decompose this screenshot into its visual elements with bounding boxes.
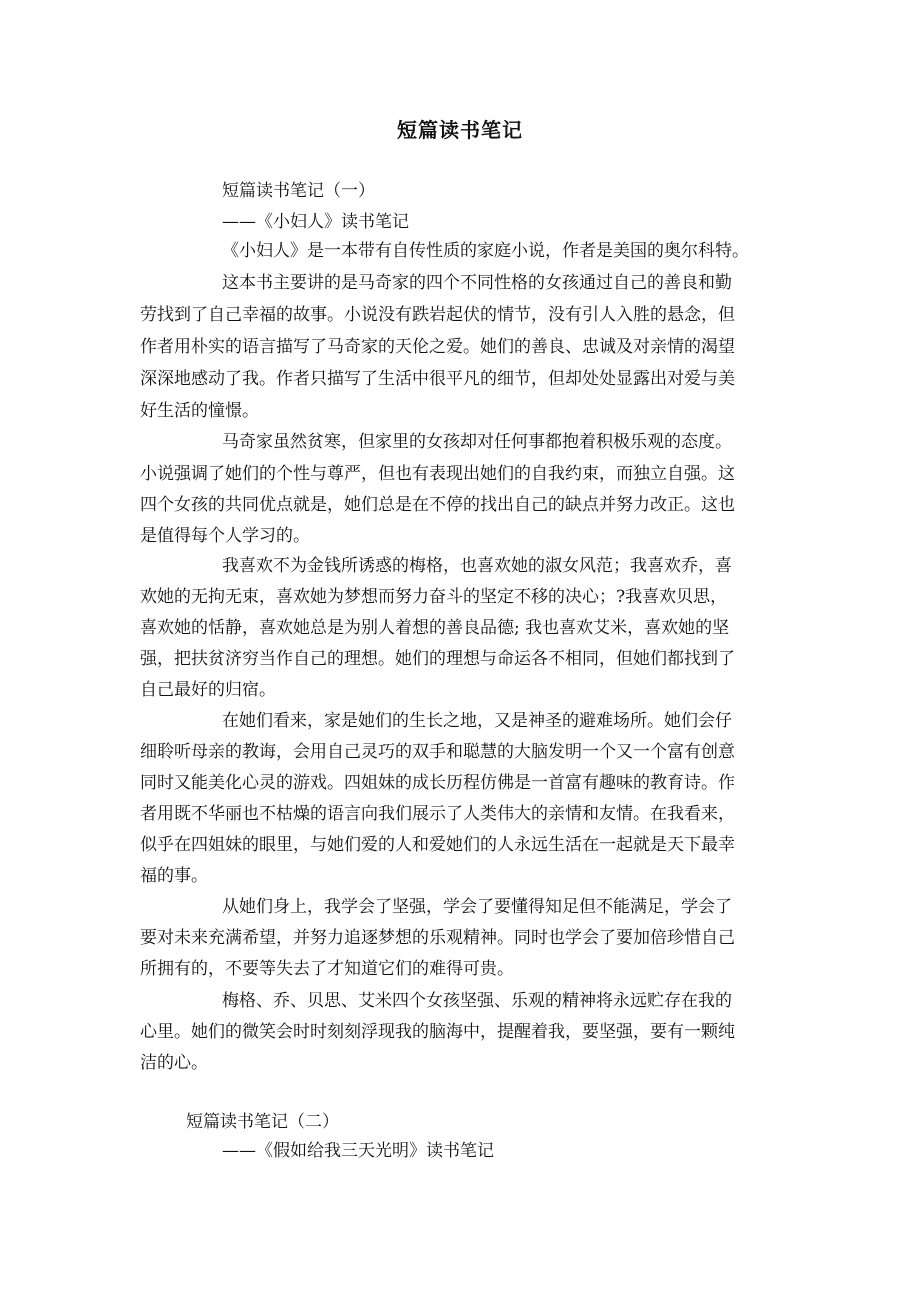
paragraph-line: 劳找到了自己幸福的故事。小说没有跌岩起伏的情节，没有引人入胜的悬念，但 bbox=[140, 305, 735, 325]
paragraph-line: 要对未来充满希望，并努力追逐梦想的乐观精神。同时也学会了要加倍珍惜自己 bbox=[140, 928, 735, 948]
paragraph-line: 在她们看来，家是她们的生长之地，又是神圣的避难场所。她们会仔 bbox=[222, 711, 732, 731]
paragraph-line: 这本书主要讲的是马奇家的四个不同性格的女孩通过自己的善良和勤 bbox=[222, 273, 732, 293]
paragraph-line: 深深地感动了我。作者只描写了生活中很平凡的细节，但却处处显露出对爱与美 bbox=[140, 369, 735, 389]
paragraph-line: 是值得每个人学习的。 bbox=[140, 526, 310, 546]
paragraph-line: 马奇家虽然贫寒，但家里的女孩却对任何事都抱着积极乐观的态度。 bbox=[222, 432, 732, 452]
note1-subheading: ——《小妇人》读书笔记 bbox=[222, 212, 409, 232]
paragraph-line: 欢她的无拘无束，喜欢她为梦想而努力奋斗的坚定不移的决心；?我喜欢贝思， bbox=[140, 587, 728, 607]
paragraph-line: 我喜欢不为金钱所诱惑的梅格，也喜欢她的淑女风范；我喜欢乔，喜 bbox=[222, 556, 732, 576]
paragraph-line: 喜欢她的恬静，喜欢她总是为别人着想的善良品德; 我也喜欢艾米，喜欢她的坚 bbox=[140, 618, 730, 638]
paragraph-line: 《小妇人》是一本带有自传性质的家庭小说，作者是美国的奥尔科特。 bbox=[222, 241, 749, 261]
paragraph-line: 从她们身上，我学会了坚强，学会了要懂得知足但不能满足，学会了 bbox=[222, 897, 732, 917]
note2-heading: 短篇读书笔记（二） bbox=[186, 1112, 339, 1132]
paragraph-line: 者用既不华丽也不枯燥的语言向我们展示了人类伟大的亲情和友情。在我看来， bbox=[140, 804, 735, 824]
paragraph-line: 福的事。 bbox=[140, 866, 208, 886]
paragraph-line: 作者用朴实的语言描写了马奇家的天伦之爱。她们的善良、忠诚及对亲情的渴望 bbox=[140, 337, 735, 357]
paragraph-line: 细聆听母亲的教诲，会用自己灵巧的双手和聪慧的大脑发明一个又一个富有创意 bbox=[140, 742, 735, 762]
paragraph-line: 强，把扶贫济穷当作自己的理想。她们的理想与命运各不相同，但她们都找到了 bbox=[140, 649, 735, 669]
paragraph-line: 似乎在四姐妹的眼里，与她们爱的人和爱她们的人永远生活在一起就是天下最幸 bbox=[140, 835, 735, 855]
note1-heading: 短篇读书笔记（一） bbox=[222, 181, 375, 201]
paragraph-line: 四个女孩的共同优点就是，她们总是在不停的找出自己的缺点并努力改正。这也 bbox=[140, 495, 735, 515]
page-title: 短篇读书笔记 bbox=[397, 118, 523, 142]
paragraph-line: 梅格、乔、贝思、艾米四个女孩坚强、乐观的精神将永远贮存在我的 bbox=[222, 991, 732, 1011]
paragraph-line: 所拥有的，不要等失去了才知道它们的难得可贵。 bbox=[140, 959, 514, 979]
paragraph-line: 小说强调了她们的个性与尊严，但也有表现出她们的自我约束，而独立自强。这 bbox=[140, 464, 735, 484]
paragraph-line: 洁的心。 bbox=[140, 1053, 208, 1073]
paragraph-line: 同时又能美化心灵的游戏。四姐妹的成长历程仿佛是一首富有趣味的教育诗。作 bbox=[140, 773, 735, 793]
note2-subheading: ——《假如给我三天光明》读书笔记 bbox=[222, 1141, 494, 1161]
paragraph-line: 心里。她们的微笑会时时刻刻浮现我的脑海中，提醒着我，要坚强，要有一颗纯 bbox=[140, 1022, 735, 1042]
paragraph-line: 自己最好的归宿。 bbox=[140, 680, 276, 700]
paragraph-line: 好生活的憧憬。 bbox=[140, 401, 259, 421]
